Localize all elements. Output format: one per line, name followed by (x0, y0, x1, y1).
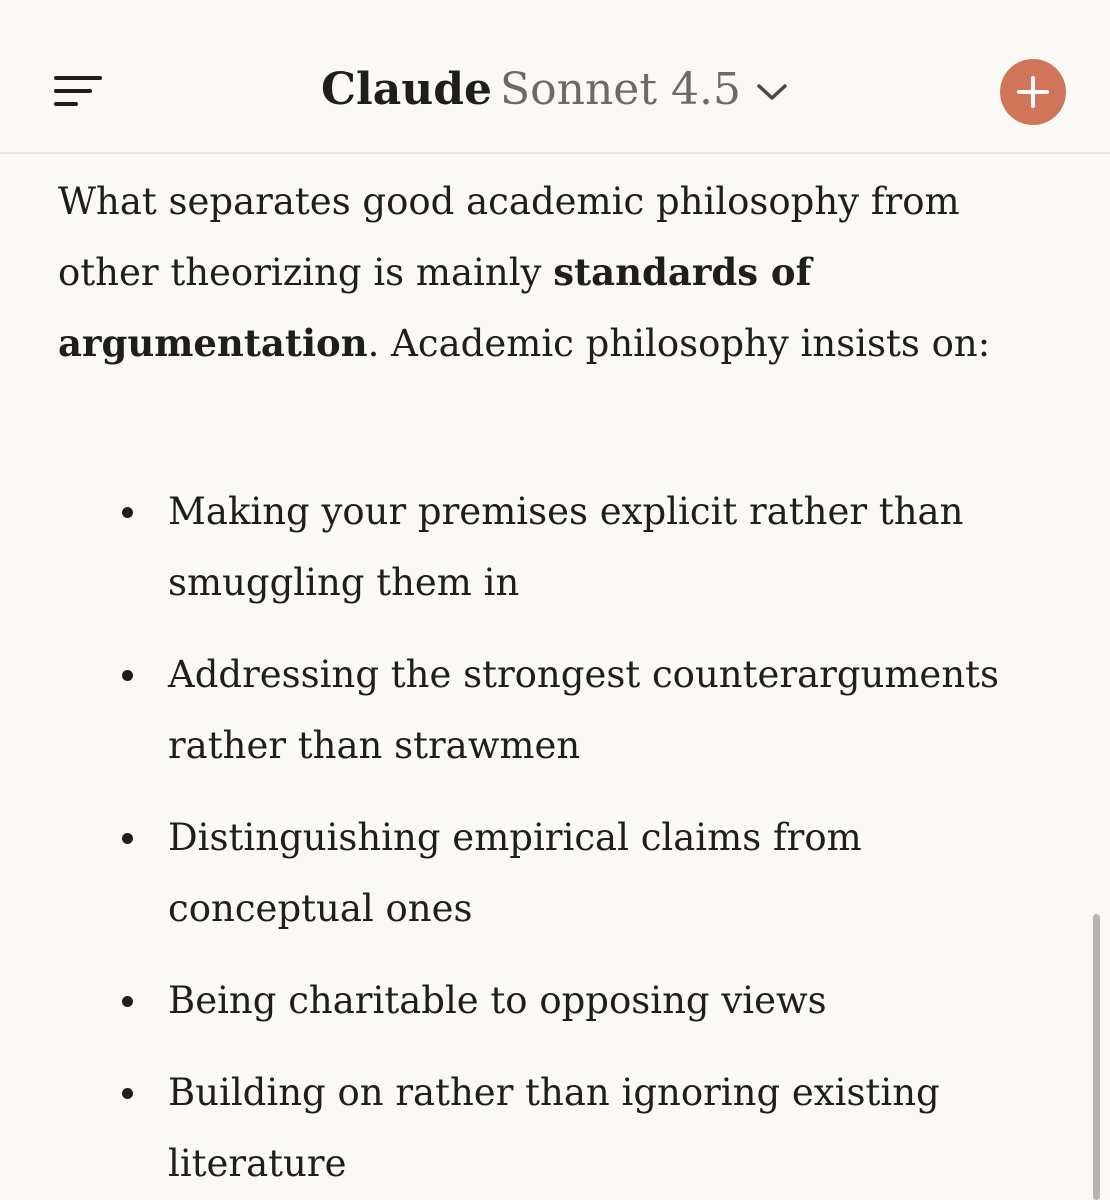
list-item-text: Building on rather than ignoring existing literature (168, 1071, 940, 1185)
bullet-dot-icon (122, 507, 133, 518)
chevron-down-icon (755, 61, 789, 117)
model-name-label: Sonnet 4.5 (500, 64, 741, 115)
list-item-text: Addressing the strongest counterarguments rather than strawmen (168, 653, 1000, 767)
bullet-dot-icon (122, 670, 133, 681)
list-item-text: Being charitable to opposing views (168, 979, 827, 1022)
model-brand-label: Claude (321, 64, 492, 115)
new-chat-button[interactable] (1000, 59, 1066, 125)
intro-text-start: What separates good academic philosophy from other theorizing is mainly (58, 180, 960, 294)
intro-bold-phrase: standards of argumentation (58, 250, 812, 365)
bullet-dot-icon (122, 996, 133, 1007)
bullet-list (58, 476, 1058, 1200)
message-intro-paragraph (58, 166, 1068, 379)
model-selector[interactable] (0, 62, 1110, 121)
list-item-text: Distinguishing empirical claims from conceptual ones (168, 816, 862, 930)
intro-text-end: . Academic philosophy insists on: (367, 322, 991, 365)
list-item (58, 639, 1058, 781)
assistant-message (0, 156, 1110, 1200)
bullet-dot-icon (122, 833, 133, 844)
list-item-text: Making your premises explicit rather than smuggling them in (168, 490, 964, 604)
scrollbar-thumb[interactable] (1093, 914, 1100, 1200)
list-item (58, 965, 1058, 1036)
plus-icon (1000, 59, 1066, 125)
list-item (58, 476, 1058, 618)
list-item (58, 802, 1058, 944)
bullet-dot-icon (122, 1088, 133, 1099)
list-item (58, 1057, 1058, 1199)
top-bar (0, 0, 1110, 154)
